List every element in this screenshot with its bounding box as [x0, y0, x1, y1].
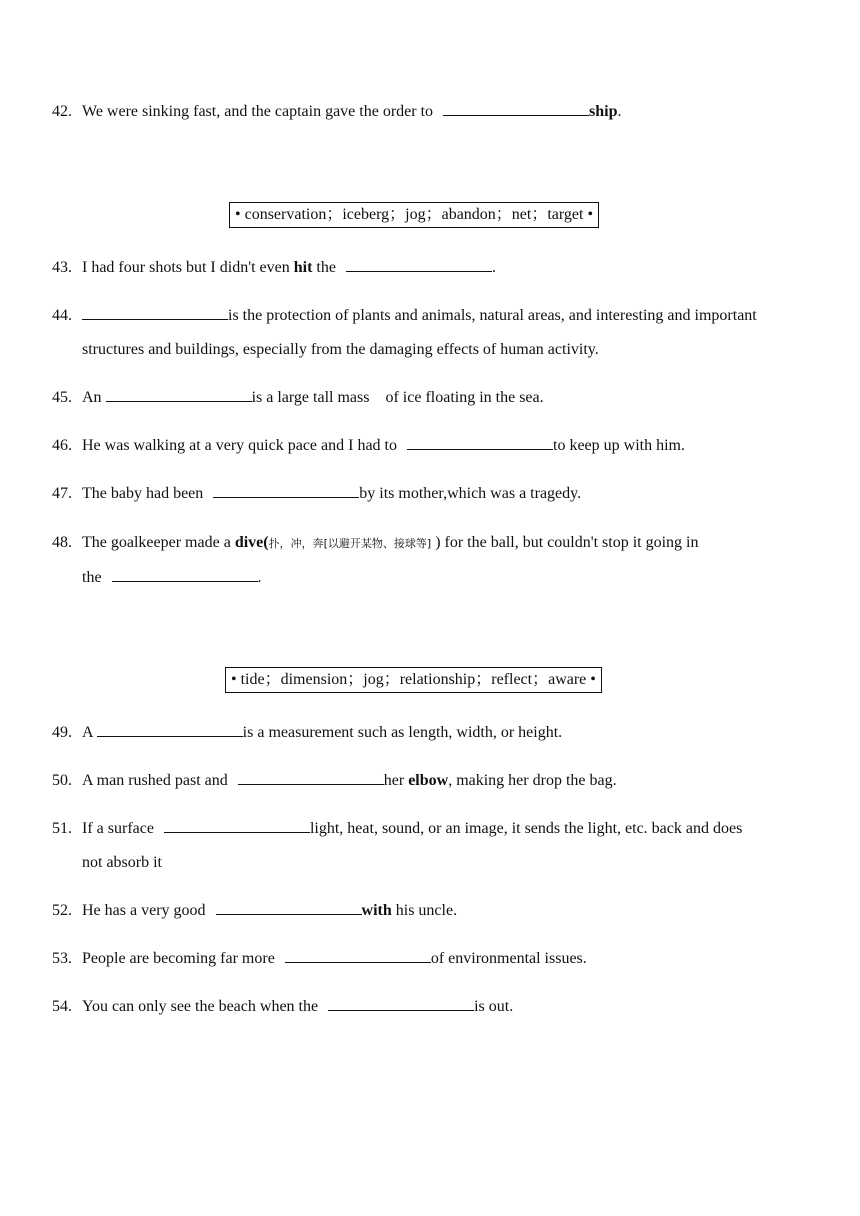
- question-text: light, heat, sound, or an image, it sends the light, etc. back and does: [309, 820, 743, 837]
- answer-blank[interactable]: [164, 818, 310, 833]
- bold-word: ship: [589, 103, 618, 120]
- question-number: 50.: [52, 772, 72, 789]
- question-text: You can only see the beach when the: [82, 998, 319, 1015]
- answer-blank[interactable]: [328, 996, 474, 1011]
- answer-blank[interactable]: [112, 567, 258, 582]
- question-44: [52, 299, 812, 367]
- question-text-end: , making her drop the bag.: [448, 772, 617, 789]
- question-text: A man rushed past and: [82, 772, 228, 789]
- answer-blank[interactable]: [106, 387, 252, 402]
- question-text: People are becoming far more: [82, 950, 275, 967]
- question-43: [52, 251, 812, 285]
- question-number: 45.: [52, 389, 72, 406]
- question-text-end: is a large tall mass of ice floating in the sea.: [251, 389, 544, 406]
- question-text: The baby had been: [82, 485, 204, 502]
- question-text: the: [316, 259, 336, 276]
- question-text: I had four shots but I didn't even: [82, 259, 290, 276]
- question-text-end: .: [617, 103, 622, 120]
- question-number: 43.: [52, 259, 72, 276]
- question-number: 54.: [52, 998, 72, 1015]
- question-text: We were sinking fast, and the captain gave the order to: [82, 103, 434, 120]
- bold-word: dive(: [234, 534, 269, 551]
- bold-word: with: [361, 902, 392, 919]
- question-53: [52, 942, 812, 976]
- question-46: [52, 429, 812, 463]
- question-48: [52, 526, 812, 595]
- answer-blank[interactable]: [407, 435, 553, 450]
- question-number: 44.: [52, 307, 72, 324]
- question-text: The goalkeeper made a: [82, 534, 231, 551]
- question-number: 47.: [52, 485, 72, 502]
- question-number: 53.: [52, 950, 72, 967]
- answer-blank[interactable]: [285, 948, 431, 963]
- question-number: 48.: [52, 534, 72, 551]
- answer-blank[interactable]: [443, 101, 589, 116]
- question-text-end: is a measurement such as length, width, or height.: [242, 724, 563, 741]
- question-52: [52, 894, 812, 928]
- question-number: 51.: [52, 820, 72, 837]
- question-text: An: [82, 389, 102, 406]
- bold-word: hit: [293, 259, 313, 276]
- answer-blank[interactable]: [82, 305, 228, 320]
- question-47: [52, 477, 812, 511]
- question-49: [52, 716, 812, 750]
- question-text: the: [82, 569, 102, 586]
- question-text-line2: [52, 561, 812, 595]
- question-50: [52, 764, 812, 798]
- question-number: 42.: [52, 103, 72, 120]
- word-bank-box: • tide；dimension；jog；relationship；reflect；aware •: [225, 667, 602, 693]
- question-text-end: by its mother,which was a tragedy.: [359, 485, 582, 502]
- answer-blank[interactable]: [238, 770, 384, 785]
- bold-word: elbow: [408, 772, 449, 789]
- question-number: 52.: [52, 902, 72, 919]
- question-45: [52, 381, 812, 415]
- chinese-gloss: 扑，冲，奔[以避开某物、接球等]: [268, 537, 432, 550]
- question-text: A: [82, 724, 93, 741]
- answer-blank[interactable]: [97, 722, 243, 737]
- question-text-end: .: [491, 259, 496, 276]
- question-text-line2: not absorb it: [82, 854, 162, 871]
- question-text-end: .: [257, 569, 262, 586]
- question-text-end: of environmental issues.: [430, 950, 587, 967]
- question-text-end: is out.: [474, 998, 514, 1015]
- answer-blank[interactable]: [216, 900, 362, 915]
- question-text: is the protection of plants and animals, natural areas, and interesting and important: [228, 307, 757, 324]
- question-text-end: to keep up with him.: [553, 437, 685, 454]
- question-number: 46.: [52, 437, 72, 454]
- answer-blank[interactable]: [346, 257, 492, 272]
- question-text-line2: structures and buildings, especially from the damaging effects of human activity.: [82, 341, 599, 358]
- question-51: [52, 812, 812, 880]
- question-text: ) for the ball, but couldn't stop it going in: [435, 534, 699, 551]
- question-text-end: his uncle.: [395, 902, 458, 919]
- question-42: [52, 95, 812, 129]
- question-text: He has a very good: [82, 902, 206, 919]
- question-text: If a surface: [82, 820, 154, 837]
- question-text: He was walking at a very quick pace and I had to: [82, 437, 397, 454]
- answer-blank[interactable]: [213, 483, 359, 498]
- question-number: 49.: [52, 724, 72, 741]
- question-text: her: [383, 772, 405, 789]
- word-bank-box: • conservation；iceberg；jog；abandon；net；target •: [229, 202, 599, 228]
- question-54: [52, 990, 812, 1024]
